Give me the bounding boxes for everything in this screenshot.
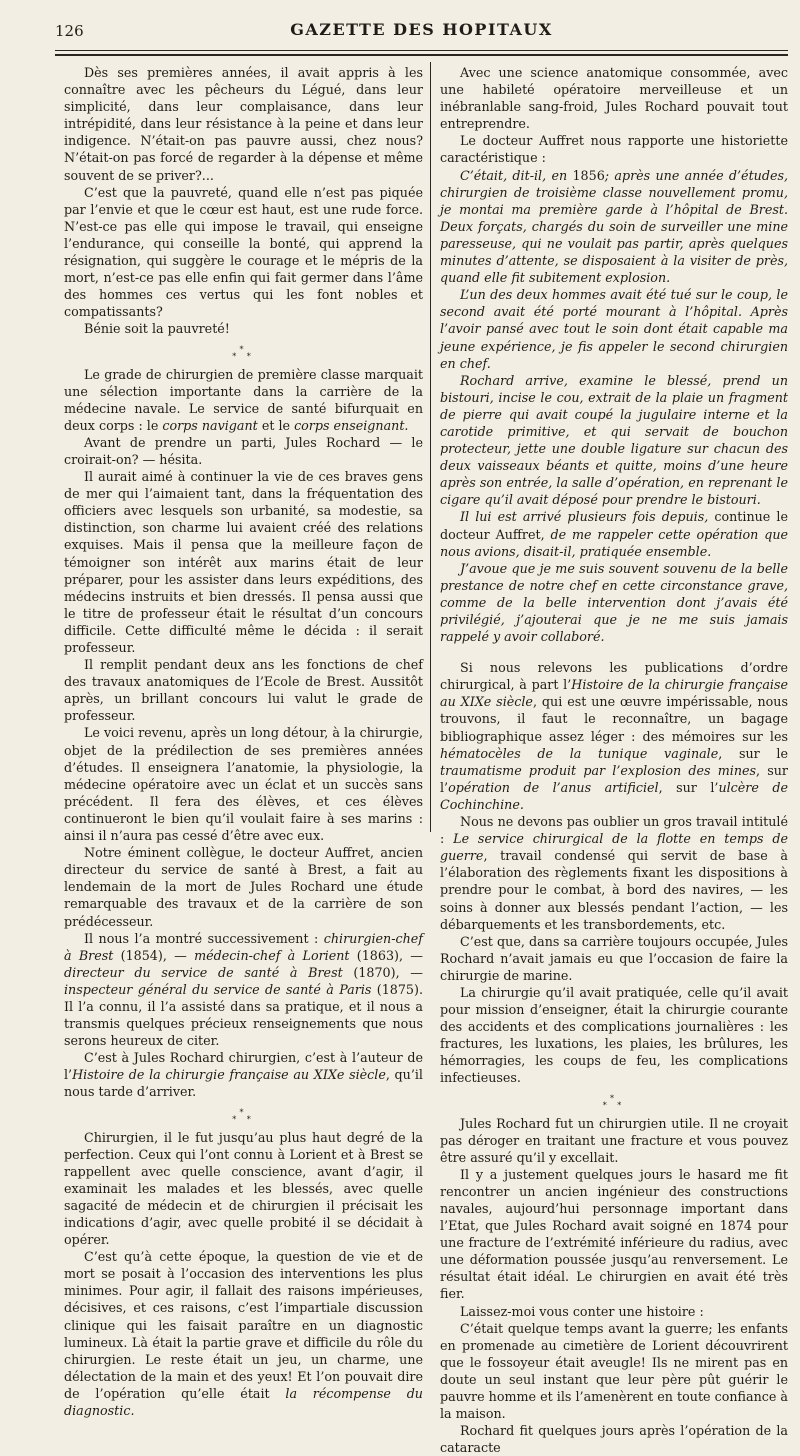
- quote-paragraph: Rochard arrive, examine le blessé, prend un bistouri, incise le cou, extrait de la plaie un fragment de pierre qui avait coupé la jugulaire interne et la carotide primitive, et qui servait de bouchon protecteur, jette une double ligature sur chacun des deux vaisseaux béants et quitte, moins d’une heure après son entrée, la salle d’opération, en reprenant le cigare qu’il avait déposé pour prendre le bistouri.: [440, 372, 788, 508]
- paragraph: La chirurgie qu’il avait pratiquée, celle qu’il avait pour mission d’enseigner, était la chirurgie courante des accidents et des complications journalières : les fractures, les luxations, les plaies, les brûlures, les hémorragies, les coups de feu, les complications infectieuses.: [440, 984, 788, 1086]
- paragraph: C’est que, dans sa carrière toujours occupée, Jules Rochard n’avait jamais eu que l’occasion de faire la chirurgie de marine.: [440, 933, 788, 983]
- header-rule: [55, 50, 788, 51]
- paragraph: C’était quelque temps avant la guerre; les enfants en promenade au cimetière de Lorient découvrirent que le fossoyeur était aveugle! Ils ne mirent pas en doute un seul instant que leur père pût guérir le pauvre homme et ils l’amenèrent en toute confiance à la maison.: [440, 1320, 788, 1422]
- page-number: 126: [55, 22, 84, 40]
- paragraph: Le grade de chirurgien de première classe marquait une sélection importante dans la carrière de la médecine navale. Le service de santé bifurquait en deux corps : le corps navigant et le corps enseignant.: [64, 366, 423, 433]
- header-rule-thick: [55, 54, 788, 56]
- paragraph: C’est que la pauvreté, quand elle n’est pas piquée par l’envie et que le cœur est haut, est une rude force. N’est-ce pas elle qui impose le travail, qui enseigne l’endurance, qui conseille la bonté, qui apprend la résignation, qui suggère le courage et le mépris de la mort, n’est-ce pas elle enfin qui fait germer dans l’âme des hommes ces vertus qui les font nobles et compatissants?: [64, 184, 423, 320]
- paragraph: Il nous l’a montré successivement : chirurgien-chef à Brest (1854), — médecin-chef à Lorient (1863), — directeur du service de santé à Brest (1870), — inspecteur général du service de santé à Paris (1875). Il l’a connu, il l’a assisté dans sa pratique, et il nous a transmis quelques précieux renseignements que nous serons heureux de citer.: [64, 930, 423, 1049]
- paragraph: Il aurait aimé à continuer la vie de ces braves gens de mer qui l’aimaient tant, dans la fréquentation des officiers avec lesquels son urbanité, sa modestie, sa distinction, son charme lui avaient créé des relations exquises. Mais il pensa que la meilleure façon de témoigner son intérêt aux marins était de leur préparer, pour les assister dans leurs expéditions, des médecins instruits et bien dressés. Il pensa aussi que le titre de professeur était le résultat d’un concours difficile. Cette difficulté même le décida : il serait professeur.: [64, 469, 423, 655]
- quote-paragraph: J’avoue que je me suis souvent souvenu de la belle prestance de notre chef en cette circonstance grave, comme de la belle intervention dont j’avais été privilégié, j’ajouterai que je ne me suis jamais rappelé y avoir collaboré.: [440, 560, 788, 645]
- section-separator: * * *: [232, 344, 255, 361]
- paragraph: Jules Rochard fut un chirurgien utile. Il ne croyait pas déroger en traitant une fracture et vous pouvez être assuré qu’il y excellait.: [440, 1115, 788, 1165]
- paragraph: Avant de prendre un parti, Jules Rochard — le croirait-on? — hésita.: [64, 434, 423, 467]
- section-separator: * * *: [232, 1107, 255, 1124]
- quote-paragraph: C’était, dit-il, en 1856; après une année d’études, chirurgien de troisième classe nouvellement promu, je montai ma première garde à l’hôpital de Brest. Deux forçats, chargés du soin de surveiller une mine paresseuse, qui ne voulait pas partir, après quelques minutes d’attente, se disposaient à la visiter de près, quand elle fit subitement explosion.: [440, 167, 789, 286]
- paragraph: Laissez-moi vous conter une histoire :: [460, 1303, 704, 1319]
- paragraph: Nous ne devons pas oublier un gros travail intitulé : Le service chirurgical de la flotte en temps de guerre, travail condensé qui servit de base à l’élaboration des règlements fixant les dispositions à prendre pour le combat, à bord des navires, — les soins à donner aux blessés pendant l’action, — les débarquements et les transbordements, etc.: [440, 814, 789, 932]
- section-separator: * * *: [602, 1093, 626, 1110]
- left-column: [64, 64, 423, 1419]
- paragraph: Le voici revenu, après un long détour, à la chirurgie, objet de la prédilection de ses premières années d’études. Il enseignera l’anatomie, la physiologie, la médecine opératoire avec un éclat et un succès sans précédent. Il fera des élèves, et ces élèves continueront le bien qu’il voulait faire à ses marins : ainsi il n’aura pas cessé d’être avec eux.: [64, 725, 423, 844]
- paragraph: C’est à Jules Rochard chirurgien, c’est à l’auteur de l’Histoire de la chirurgie française au XIXe siècle, qu’il nous tarde d’arriver.: [64, 1050, 423, 1100]
- page-header: [55, 20, 788, 42]
- paragraph: Il remplit pendant deux ans les fonctions de chef des travaux anatomiques de l’Ecole de Brest. Aussitôt après, un brillant concours lui valut le grade de professeur.: [64, 657, 423, 724]
- paragraph: Notre éminent collègue, le docteur Auffret, ancien directeur du service de santé à Brest, a fait au lendemain de la mort de Jules Rochard une étude remarquable des travaux et de la carrière de son prédécesseur.: [64, 845, 423, 929]
- column-divider: [430, 62, 431, 832]
- journal-title: GAZETTE DES HOPITAUX: [290, 20, 553, 39]
- paragraph: Il y a justement quelques jours le hasard me fit rencontrer un ancien ingénieur des constructions navales, aujourd’hui personnage important dans l’Etat, que Jules Rochard avait soigné en 1874 pour une fracture de l’extrémité inférieure du radius, avec une déformation poussée jusqu’au renversement. Le résultat était idéal. Le chirurgien en avait été très fier.: [440, 1166, 788, 1302]
- paragraph: Chirurgien, il le fut jusqu’au plus haut degré de la perfection. Ceux qui l’ont connu à Lorient et à Brest se rappellent avec quelle conscience, avant d’agir, il examinait les malades et les blessés, avec quelle sagacité de médecin et de chirurgien il précisait les indications d’agir, avec quelle probité il se décidait à opérer.: [64, 1129, 423, 1248]
- paragraph: Bénie soit la pauvreté!: [84, 321, 230, 337]
- paragraph: Si nous relevons les publications d’ordre chirurgical, à part l’Histoire de la chirurgie française au XIXe siècle, qui est une œuvre impérissable, nous trouvons, il faut le reconnaître, un bagage bibliographique assez léger : des mémoires sur les hématocèles de la tunique vaginale, sur le traumatisme produit par l’explosion des mines, sur l’opération de l’anus artificiel, sur l’ulcère de Cochinchine.: [440, 660, 788, 812]
- paragraph: C’est qu’à cette époque, la question de vie et de mort se posait à l’occasion des interventions les plus minimes. Pour agir, il fallait des raisons impérieuses, décisives, et ces raisons, c’est l’impartiale discussion clinique qui les faisait paraître en un diagnostic lumineux. Là était la partie grave et difficile du rôle du chirurgien. Le reste était un jeu, un charme, une délectation de la main et des yeux! Et l’on pouvait dire de l’opération qu’elle était la récompense du diagnostic.: [64, 1249, 423, 1419]
- quote-paragraph: Il lui est arrivé plusieurs fois depuis, continue le docteur Auffret, de me rappeler cette opération que nous avions, disait-il, pratiquée ensemble.: [440, 509, 788, 559]
- paragraph: Avec une science anatomique consommée, avec une habileté opératoire merveilleuse et un inébranlable sang-froid, Jules Rochard pouvait tout entreprendre.: [440, 65, 788, 132]
- right-column: [440, 64, 788, 1456]
- quote-paragraph: L’un des deux hommes avait été tué sur le coup, le second avait été porté mourant à l’hôpital. Après l’avoir pansé avec tout le soin dont était capable ma jeune expérience, je fis appeler le second chirurgien en chef.: [440, 287, 788, 371]
- paragraph: Le docteur Auffret nous rapporte une historiette caractéristique :: [440, 133, 788, 166]
- paragraph: Rochard fit quelques jours après l’opération de la cataracte: [440, 1423, 788, 1456]
- paragraph: Dès ses premières années, il avait appris à les connaître avec les pêcheurs du Légué, dans leur simplicité, dans leur complaisance, dans leur intrépidité, dans leur résistance à la peine et dans leur indigence. N’était-on pas pauvre aussi, chez nous? N’était-on pas forcé de regarder à la dépense et même souvent de se priver?...: [64, 65, 423, 183]
